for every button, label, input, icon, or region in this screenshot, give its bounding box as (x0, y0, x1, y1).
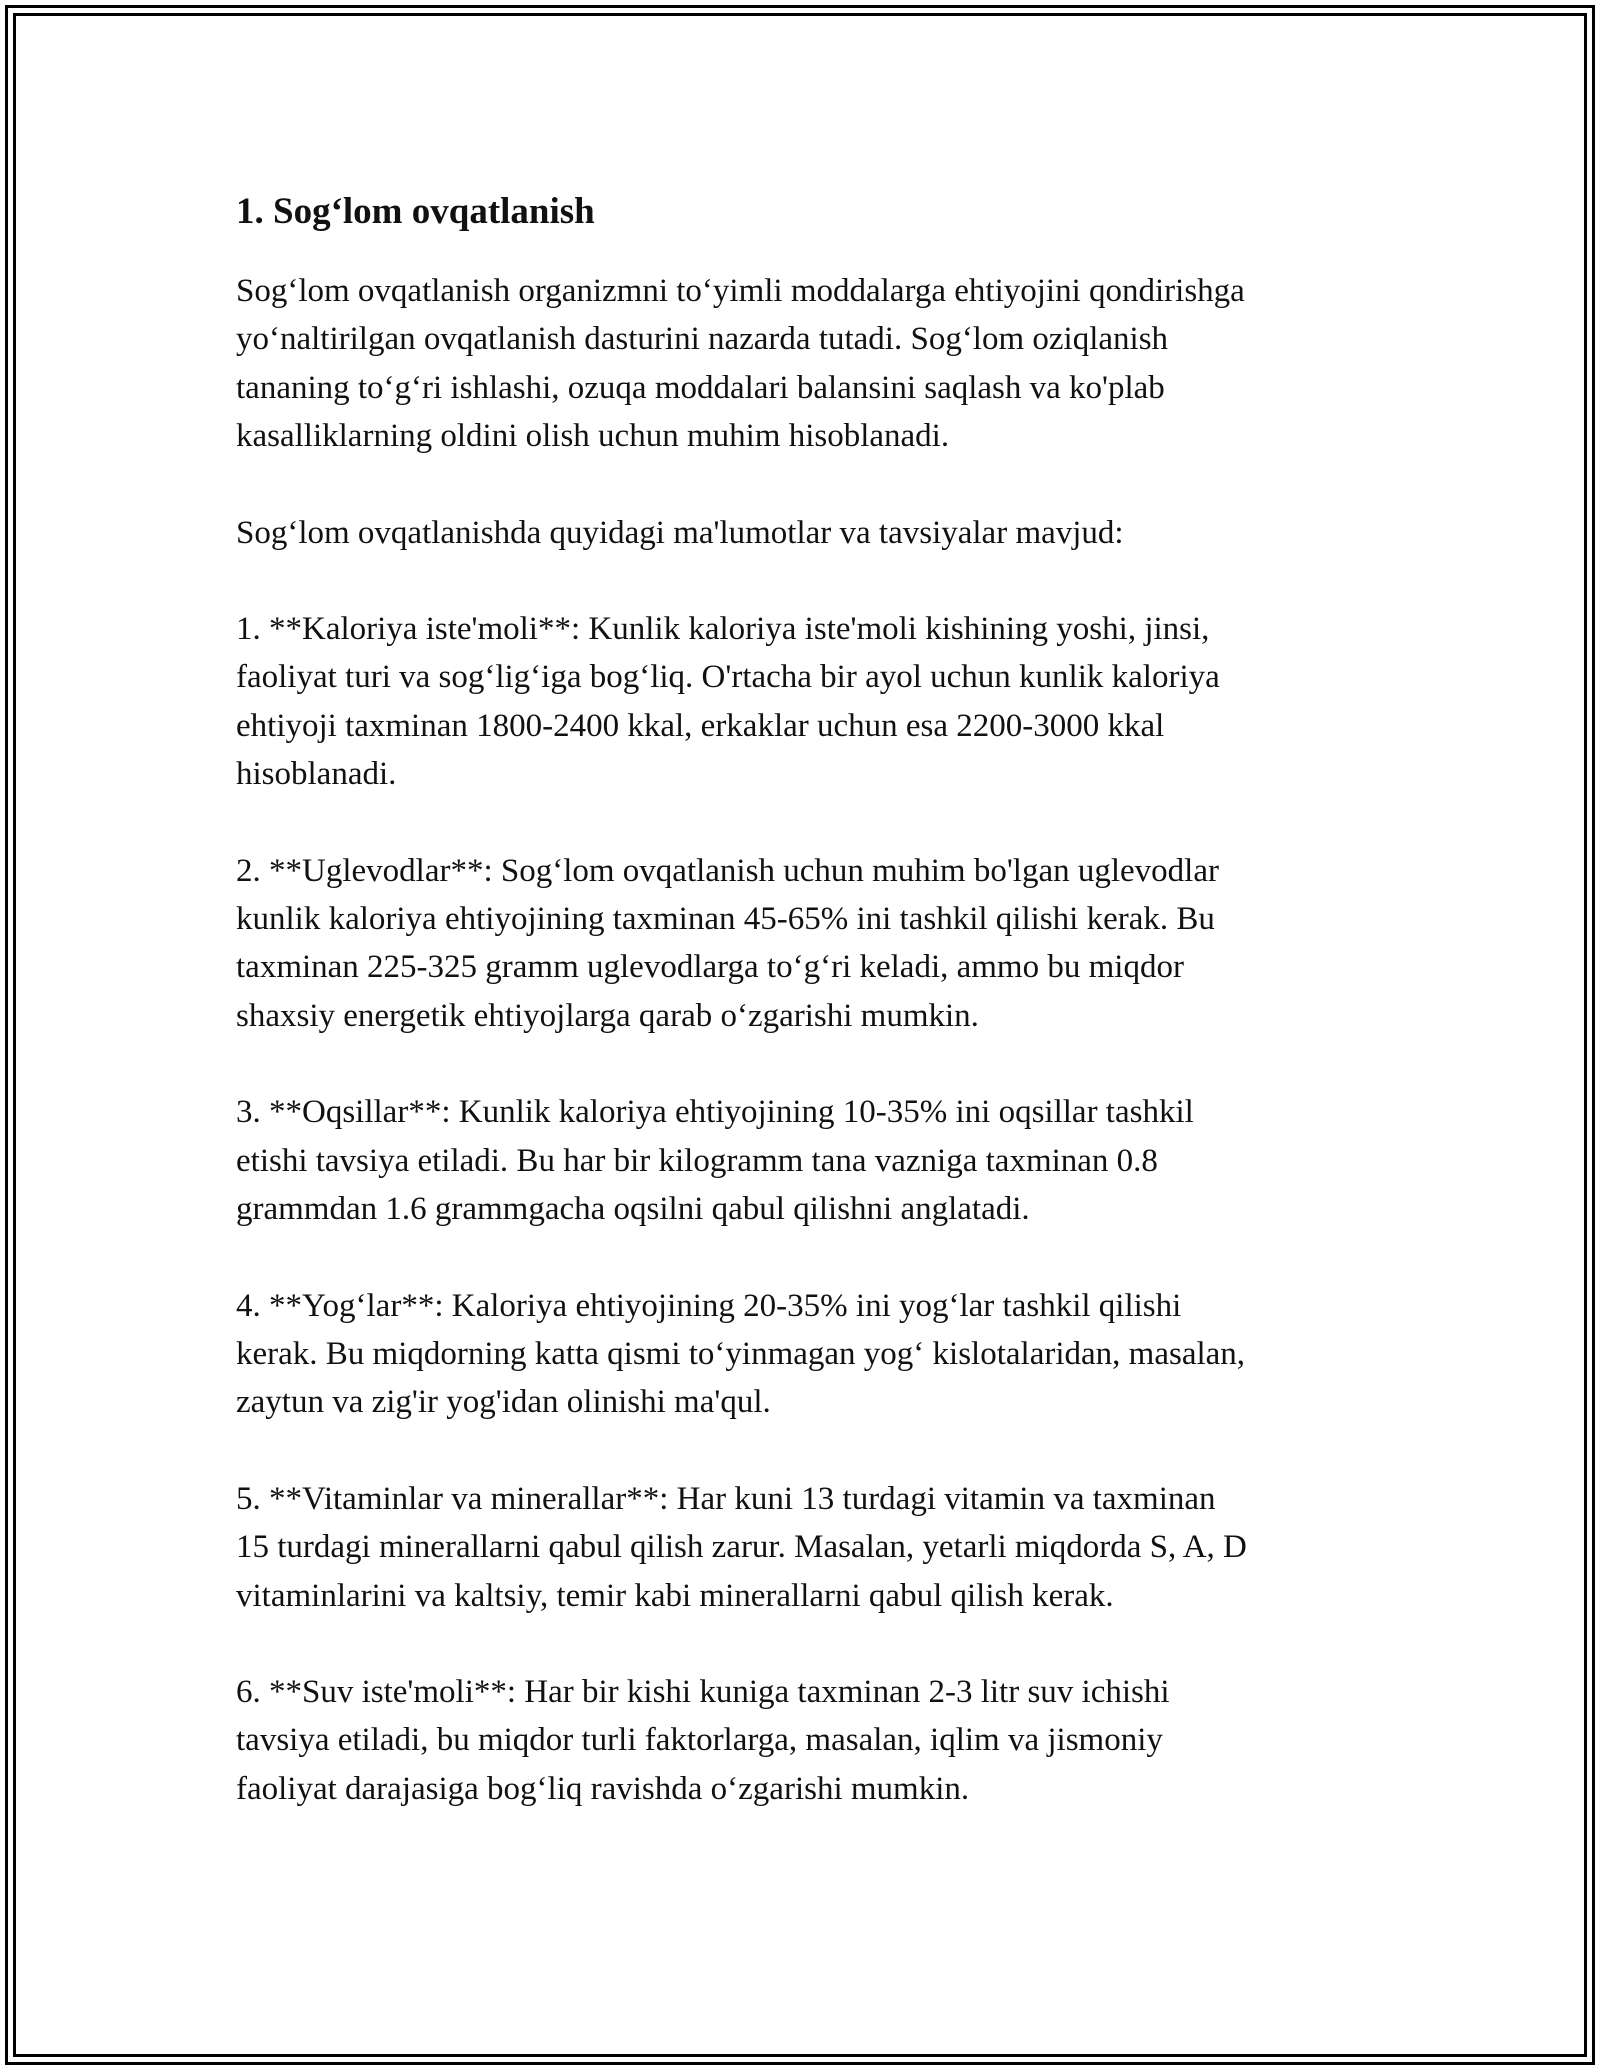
list-item-carbohydrates: 2. **Uglevodlar**: Sog‘lom ovqatlanish uchun muhim bo'lgan uglevodlar kunlik kaloriya ehtiyojining taxminan 45-65% ini tashkil qilishi kerak. Bu taxminan 225-325 gramm uglevodlarga to‘g‘ri keladi, ammo bu miqdor shaxsiy energetik ehtiyojlarga qarab o‘zgarishi mumkin. (236, 852, 1219, 1034)
list-item-vitamins-minerals: 5. **Vitaminlar va minerallar**: Har kuni 13 turdagi vitamin va taxminan 15 turdagi minerallarni qabul qilish zarur. Masalan, yetarli miqdorda S, A, D vitaminlarini va kaltsiy, temir kabi minerallarni qabul qilish kerak. (236, 1480, 1247, 1614)
document-body (236, 182, 1396, 1861)
list-item-fats: 4. **Yog‘lar**: Kaloriya ehtiyojining 20-35% ini yog‘lar tashkil qilishi kerak. Bu miqdorning katta qismi to‘yinmagan yog‘ kislotalaridan, masalan, zaytun va zig'ir yog'idan olinishi ma'qul. (236, 1287, 1246, 1421)
list-item-proteins: 3. **Oqsillar**: Kunlik kaloriya ehtiyojining 10-35% ini oqsillar tashkil etishi tavsiya etiladi. Bu har bir kilogramm tana vazniga taxminan 0.8 grammdan 1.6 grammgacha oqsilni qabul qilishni anglatadi. (236, 1094, 1194, 1228)
document-title: 1. Sog‘lom ovqatlanish (236, 191, 595, 232)
recommendations-lead: Sog‘lom ovqatlanishda quyidagi ma'lumotlar va tavsiyalar mavjud: (236, 514, 1124, 551)
list-item-calories: 1. **Kaloriya iste'moli**: Kunlik kaloriya iste'moli kishining yoshi, jinsi, faoliyat turi va sog‘lig‘iga bog‘liq. O'rtacha bir ayol uchun kunlik kaloriya ehtiyoji taxminan 1800-2400 kkal, erkaklar uchun esa 2200-3000 kkal hisoblanadi. (236, 611, 1220, 793)
list-item-water: 6. **Suv iste'moli**: Har bir kishi kuniga taxminan 2-3 litr suv ichishi tavsiya etiladi, bu miqdor turli faktorlarga, masalan, iqlim va jismoniy faoliyat darajasiga bog‘liq ravishda o‘zgarishi mumkin. (236, 1673, 1170, 1807)
intro-paragraph: Sog‘lom ovqatlanish organizmni to‘yimli moddalarga ehtiyojini qondirishga yo‘naltirilgan ovqatlanish dasturini nazarda tutadi. Sog‘lom oziqlanish tananing to‘g‘ri ishlashi, ozuqa moddalari balansini saqlash va ko'plab kasalliklarning oldini olish uchun muhim hisoblanadi. (236, 273, 1245, 455)
